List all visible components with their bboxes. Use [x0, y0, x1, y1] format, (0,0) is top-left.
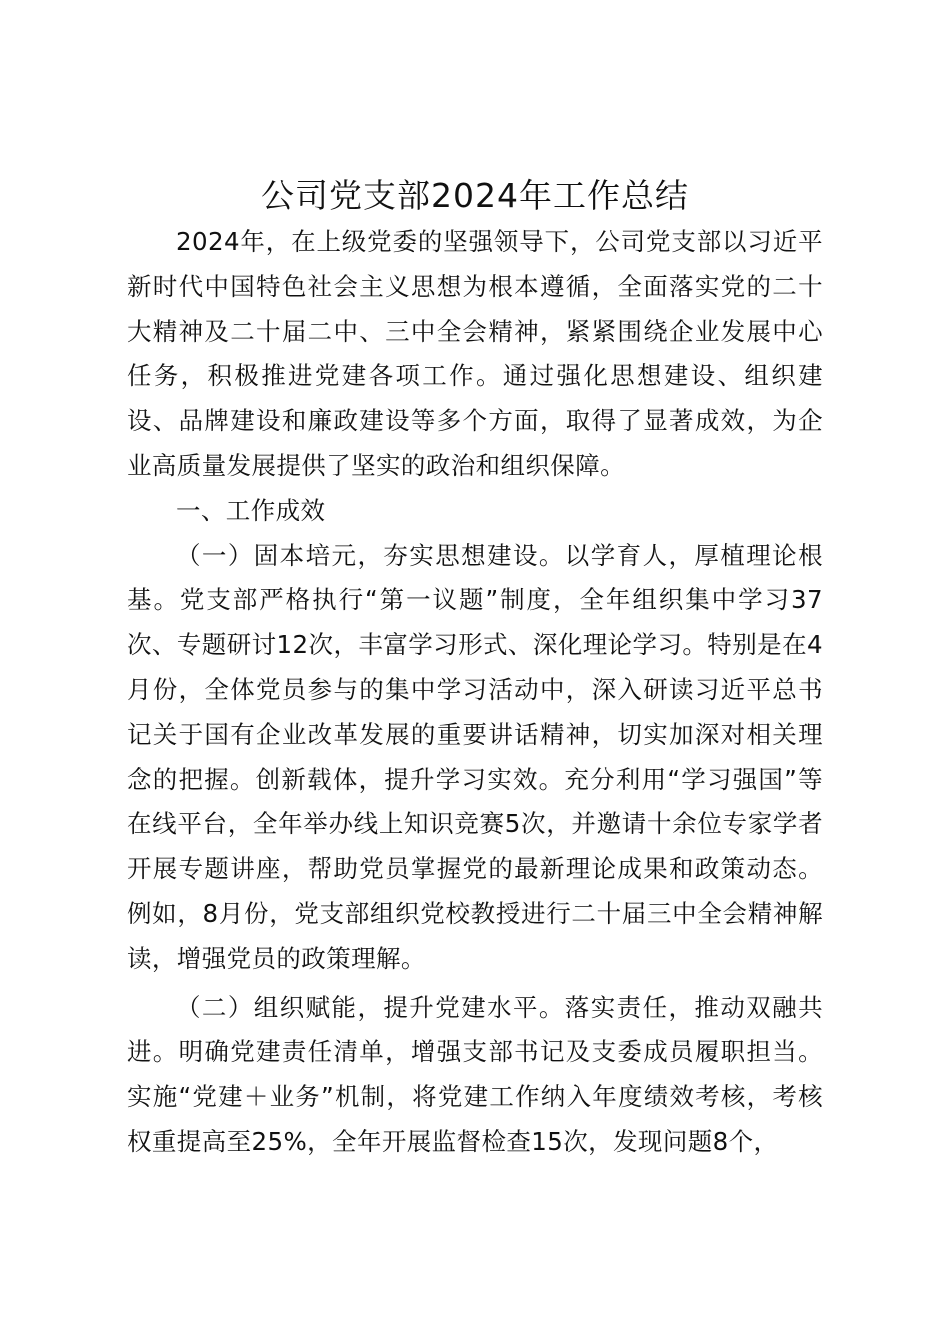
section-1-paragraph: （一）固本培元，夯实思想建设。以学育人，厚植理论根基。党支部严格执行“第一议题”制度，全年组织集中学习37次、专题研讨12次，丰富学习形式、深化理论学习。特别是在4月份，全体党员参与的集中学习活动中，深入研读习近平总书记关于国有企业改革发展的重要讲话精神，切实加深对相关理念的把握。创新载体，提升学习实效。充分利用“学习强国”等在线平台，全年举办线上知识竞赛5次，并邀请十余位专家学者开展专题讲座，帮助党员掌握党的最新理论成果和政策动态。例如，8月份，党支部组织党校教授进行二十届三中全会精神解读，增强党员的政策理解。 [127, 540, 823, 973]
section-2-paragraph: （二）组织赋能，提升党建水平。落实责任，推动双融共进。明确党建责任清单，增强支部书记及支委成员履职担当。实施“党建＋业务”机制，将党建工作纳入年度绩效考核，考核权重提高至25%，全年开展监督检查15次，发现问题8个， [127, 992, 823, 1156]
intro-paragraph: 2024年，在上级党委的坚强领导下，公司党支部以习近平新时代中国特色社会主义思想为根本遵循，全面落实党的二十大精神及二十届二中、三中全会精神，紧紧围绕企业发展中心任务，积极推进党建各项工作。通过强化思想建设、组织建设、品牌建设和廉政建设等多个方面，取得了显著成效，为企业高质量发展提供了坚实的政治和组织保障。 [127, 227, 823, 480]
section-heading: 一、工作成效 [176, 495, 326, 525]
document-title: 公司党支部2024年工作总结 [261, 176, 689, 215]
document-body [127, 220, 823, 1165]
